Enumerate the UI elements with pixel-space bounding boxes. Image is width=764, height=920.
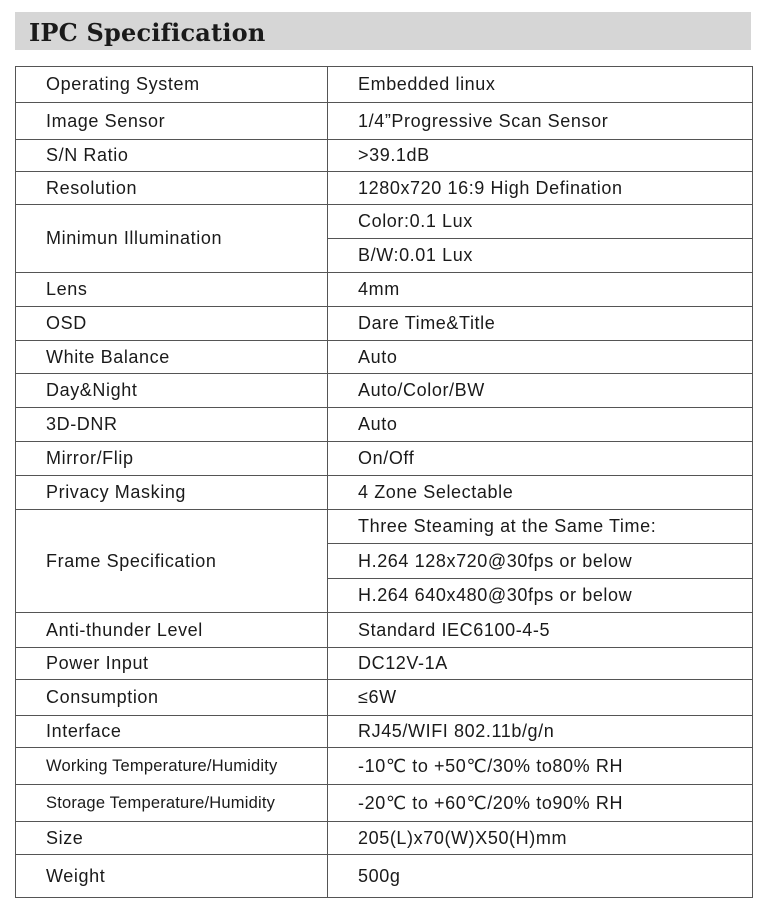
- spec-value: Three Steaming at the Same Time:: [328, 510, 753, 544]
- table-row: [16, 408, 753, 442]
- spec-value: Auto: [328, 408, 753, 442]
- table-row: [16, 307, 753, 341]
- title-bar: [15, 12, 751, 50]
- table-row: [16, 855, 753, 898]
- spec-label: White Balance: [16, 341, 328, 374]
- table-row: [16, 442, 753, 476]
- spec-value: 4mm: [328, 273, 753, 307]
- spec-label: Weight: [16, 855, 328, 898]
- spec-label: Operating System: [16, 67, 328, 103]
- spec-value: 4 Zone Selectable: [328, 476, 753, 510]
- spec-value: DC12V-1A: [328, 648, 753, 680]
- spec-value: Auto: [328, 341, 753, 374]
- page-title: IPC Specification: [29, 18, 266, 47]
- spec-label: Mirror/Flip: [16, 442, 328, 476]
- spec-label: OSD: [16, 307, 328, 341]
- spec-label: Lens: [16, 273, 328, 307]
- spec-value: RJ45/WIFI 802.11b/g/n: [328, 716, 753, 748]
- table-row: [16, 822, 753, 855]
- table-row: [16, 67, 753, 103]
- spec-value: Embedded linux: [328, 67, 753, 103]
- spec-label: Working Temperature/Humidity: [16, 748, 328, 785]
- table-row: [16, 510, 753, 544]
- table-row: [16, 374, 753, 408]
- spec-value: -10℃ to +50℃/30% to80% RH: [328, 748, 753, 785]
- spec-value: >39.1dB: [328, 140, 753, 172]
- spec-table: [15, 66, 753, 898]
- table-row: [16, 172, 753, 205]
- spec-label: Storage Temperature/Humidity: [16, 785, 328, 822]
- spec-value: 1/4”Progressive Scan Sensor: [328, 103, 753, 140]
- table-row: [16, 205, 753, 239]
- spec-value: 1280x720 16:9 High Defination: [328, 172, 753, 205]
- spec-value: 500g: [328, 855, 753, 898]
- spec-label: Minimun Illumination: [16, 205, 328, 273]
- table-row: [16, 680, 753, 716]
- spec-label: Image Sensor: [16, 103, 328, 140]
- spec-label: S/N Ratio: [16, 140, 328, 172]
- spec-label: Frame Specification: [16, 510, 328, 613]
- spec-label: Consumption: [16, 680, 328, 716]
- table-row: [16, 613, 753, 648]
- spec-value: H.264 128x720@30fps or below: [328, 544, 753, 579]
- spec-label: Privacy Masking: [16, 476, 328, 510]
- spec-value: Color:0.1 Lux: [328, 205, 753, 239]
- table-row: [16, 341, 753, 374]
- spec-value: Dare Time&Title: [328, 307, 753, 341]
- table-row: [16, 140, 753, 172]
- table-row: [16, 785, 753, 822]
- spec-label: Size: [16, 822, 328, 855]
- table-row: [16, 476, 753, 510]
- table-row: [16, 273, 753, 307]
- spec-label: Anti-thunder Level: [16, 613, 328, 648]
- spec-value: ≤6W: [328, 680, 753, 716]
- spec-value: H.264 640x480@30fps or below: [328, 579, 753, 613]
- table-row: [16, 103, 753, 140]
- spec-label: Resolution: [16, 172, 328, 205]
- spec-label: Interface: [16, 716, 328, 748]
- spec-value: -20℃ to +60℃/20% to90% RH: [328, 785, 753, 822]
- spec-value: On/Off: [328, 442, 753, 476]
- spec-label: Power Input: [16, 648, 328, 680]
- spec-value: 205(L)x70(W)X50(H)mm: [328, 822, 753, 855]
- table-row: [16, 716, 753, 748]
- spec-label: 3D-DNR: [16, 408, 328, 442]
- spec-value: Auto/Color/BW: [328, 374, 753, 408]
- spec-label: Day&Night: [16, 374, 328, 408]
- spec-value: Standard IEC6100-4-5: [328, 613, 753, 648]
- spec-value: B/W:0.01 Lux: [328, 239, 753, 273]
- table-row: [16, 748, 753, 785]
- table-row: [16, 648, 753, 680]
